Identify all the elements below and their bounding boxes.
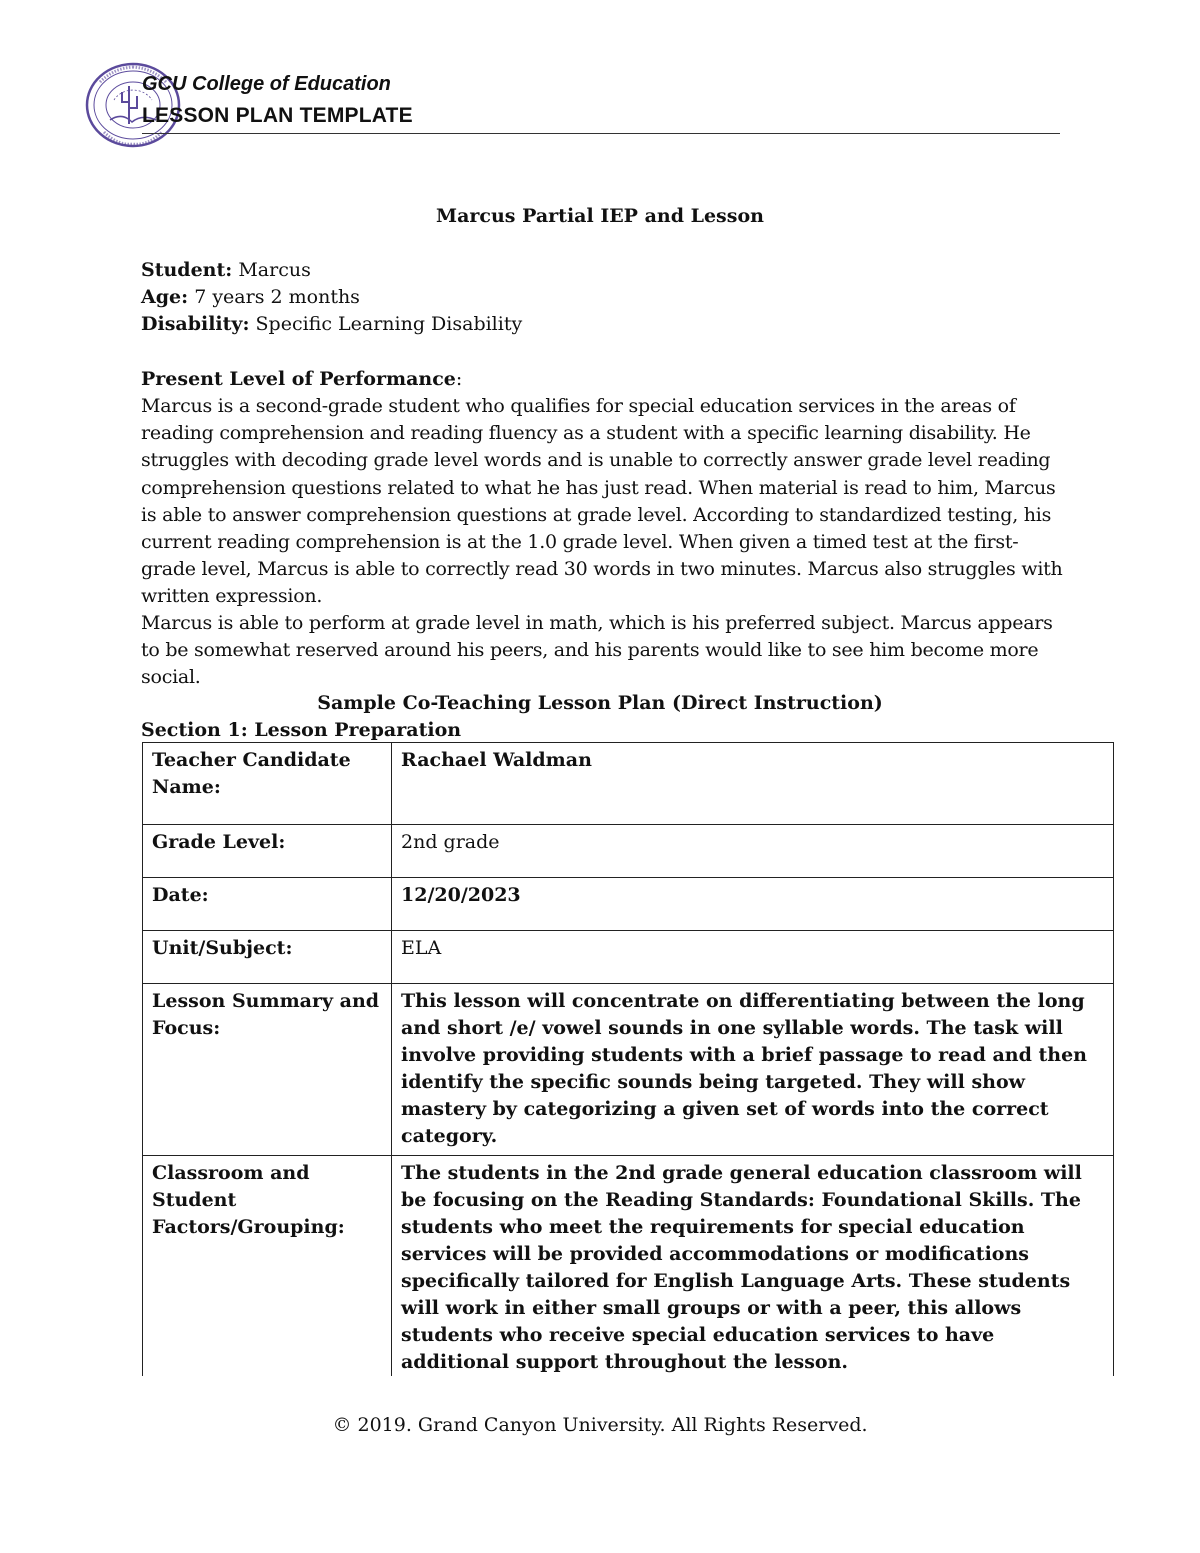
present-level-paragraph-2: Marcus is able to perform at grade level in math, which is his preferred subject. Marcus appears to be somewhat reserved around his peers, and his parents would like to see him become more social. <box>141 612 1053 689</box>
present-level-paragraph-1: Marcus is a second-grade student who qualifies for special education services in the areas of reading comprehension and reading fluency as a student with a specific learning disability. He struggles with decoding grade level words and is unable to correctly answer grade level reading comprehension questions related to what he has just read. When material is read to him, Marcus is able to answer comprehension questions at grade level. According to standardized testing, his current reading comprehension is at the 1.0 grade level. When given a timed test at the first-grade level, Marcus is able to correctly read 30 words in two minutes. Marcus also struggles with written expression. <box>141 395 1063 608</box>
copyright-footer: © 2019. Grand Canyon University. All Rights Reserved. <box>332 1414 868 1436</box>
row-label: Unit/Subject: <box>143 931 392 984</box>
age-value: 7 years 2 months <box>194 286 360 308</box>
table-row <box>143 984 1114 1156</box>
row-value: 2nd grade <box>392 825 1114 878</box>
document-header <box>84 62 1060 148</box>
row-label: Lesson Summary and Focus: <box>143 984 392 1156</box>
row-value: ELA <box>392 931 1114 984</box>
row-label: Teacher Candidate Name: <box>143 743 392 825</box>
student-value: Marcus <box>238 259 311 281</box>
header-rule <box>142 133 1060 134</box>
row-label: Grade Level: <box>143 825 392 878</box>
present-level-heading-text: Present Level of Performance <box>141 368 456 390</box>
age-label: Age: <box>141 286 189 308</box>
lesson-preparation-table <box>142 742 1114 1376</box>
disability-label: Disability: <box>141 313 250 335</box>
lesson-plan-title: Sample Co-Teaching Lesson Plan (Direct Instruction) <box>317 692 883 714</box>
table-row <box>143 931 1114 984</box>
row-value: This lesson will concentrate on differentiating between the long and short /e/ vowel sounds in one syllable words. The task will involve providing students with a brief passage to read and then identify the specific sounds being targeted. They will show mastery by categorizing a given set of words into the correct category. <box>392 984 1114 1156</box>
template-title: LESSON PLAN TEMPLATE <box>142 104 413 127</box>
table-row <box>143 878 1114 931</box>
row-value: 12/20/2023 <box>392 878 1114 931</box>
section-title: Section 1: Lesson Preparation <box>141 719 462 741</box>
student-field <box>141 257 311 284</box>
row-value: Rachael Waldman <box>392 743 1114 825</box>
age-field <box>141 284 360 311</box>
disability-field <box>141 311 522 338</box>
table-row <box>143 1156 1114 1377</box>
present-level-heading <box>141 368 462 390</box>
disability-value: Specific Learning Disability <box>255 313 523 335</box>
document-title: Marcus Partial IEP and Lesson <box>436 205 764 227</box>
row-value: The students in the 2nd grade general education classroom will be focusing on the Reading Standards: Foundational Skills. The students who meet the requirements for special education services will be provided accommodations or modifications specifically tailored for English Language Arts. These students will work in either small groups or with a peer, this allows students who receive special education services to have additional support throughout the lesson. <box>392 1156 1114 1377</box>
row-label: Classroom and Student Factors/Grouping: <box>143 1156 392 1377</box>
table-row <box>143 825 1114 878</box>
college-name: GCU College of Education <box>142 73 391 95</box>
present-level-colon: : <box>455 368 463 390</box>
student-label: Student: <box>141 259 233 281</box>
row-label: Date: <box>143 878 392 931</box>
table-row <box>143 743 1114 825</box>
